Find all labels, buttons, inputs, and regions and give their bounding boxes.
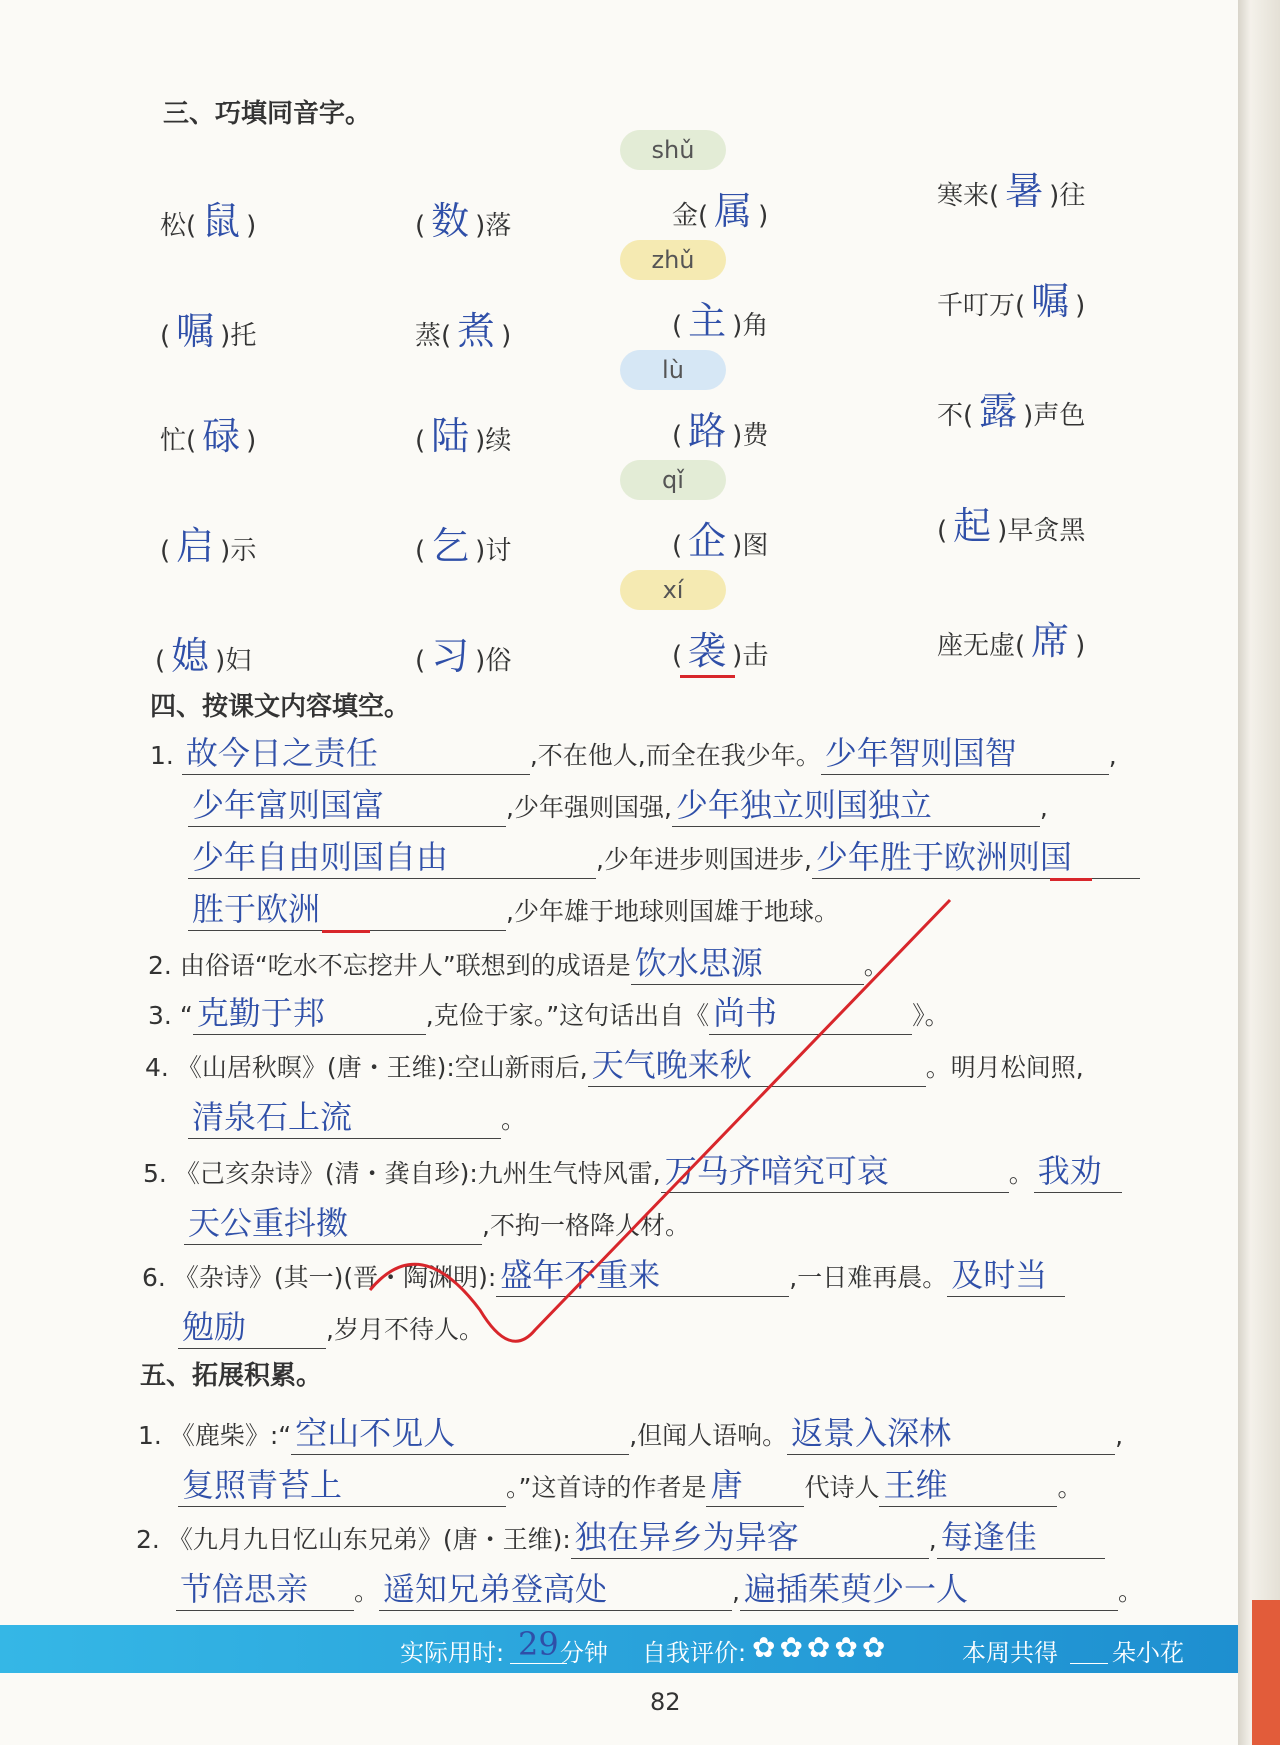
handwritten-answer[interactable]: 露 [979, 389, 1018, 433]
answer-blank[interactable]: 遥知兄弟登高处 [379, 1564, 732, 1611]
answer-blank[interactable]: 独在异乡为异客 [571, 1512, 929, 1559]
answer-blank[interactable]: 王维 [879, 1460, 1057, 1507]
handwritten-answer[interactable]: 属 [714, 189, 753, 233]
section3-title: 三、巧填同音字。 [163, 99, 372, 129]
homophone-item: ( 企 )图 [672, 519, 769, 563]
answer-blank[interactable]: 故今日之责任 [182, 728, 530, 775]
red-underline-mark [1050, 878, 1092, 881]
answer-blank[interactable]: 清泉石上流 [188, 1092, 501, 1139]
homophone-item: 千叮万( 嘱 ) [937, 279, 1086, 323]
q4-4-line1: 4. 《山居秋暝》(唐・王维):空山新雨后, 天气晚来秋 。明月松间照, [145, 1040, 1084, 1087]
handwritten-answer[interactable]: 袭 [688, 629, 727, 673]
q4-5-line2: 天公重抖擞 ,不拘一格降人材。 [184, 1198, 690, 1245]
week-unit: 朵小花 [1112, 1639, 1184, 1667]
book-edge-tab [1252, 1600, 1280, 1745]
answer-blank[interactable]: 盛年不重来 [496, 1250, 789, 1297]
homophone-item: ( 路 )费 [672, 409, 769, 453]
answer-blank[interactable]: 返景入深林 [787, 1408, 1115, 1455]
answer-blank[interactable]: 节倍思亲 [176, 1564, 354, 1611]
handwritten-answer[interactable]: 数 [431, 199, 470, 243]
answer-blank[interactable]: 天公重抖擞 [184, 1198, 482, 1245]
answer-blank[interactable]: 少年自由则国自由 [188, 832, 596, 879]
homophone-item: ( 袭 )击 [672, 629, 769, 673]
q4-4-line2: 清泉石上流 。 [188, 1092, 526, 1139]
homophone-item: ( 陆 )续 [415, 414, 512, 458]
time-label: 实际用时: [400, 1639, 505, 1667]
answer-blank[interactable]: 天气晚来秋 [588, 1040, 926, 1087]
week-label: 本周共得 [962, 1639, 1058, 1667]
pinyin-pill: shǔ [620, 130, 726, 170]
answer-blank[interactable]: 空山不见人 [291, 1408, 629, 1455]
homophone-item: 松( 鼠 ) [160, 199, 257, 243]
homophone-item: ( 启 )示 [160, 524, 257, 568]
answer-blank[interactable]: 唐 [706, 1460, 804, 1507]
answer-blank[interactable]: 少年独立则国独立 [672, 780, 1040, 827]
answer-blank[interactable]: 勉励 [178, 1302, 326, 1349]
q4-3: 3. “ 克勤于邦 ,克俭于家。”这句话出自《 尚书 》。 [148, 988, 950, 1035]
q4-1-line4: 胜于欧洲 ,少年雄于地球则国雄于地球。 [188, 884, 839, 931]
homophone-item: 座无虚( 席 ) [937, 619, 1086, 663]
answer-blank[interactable]: 及时当 [947, 1250, 1065, 1297]
q4-5-line1: 5. 《己亥杂诗》(清・龚自珍):九州生气恃风雷, 万马齐喑究可哀 。 我劝 [143, 1146, 1122, 1193]
handwritten-answer[interactable]: 习 [431, 634, 470, 678]
homophone-item: 不( 露 )声色 [937, 389, 1086, 433]
q4-2: 2. 由俗语“吃水不忘挖井人”联想到的成语是 饮水思源 。 [148, 938, 889, 985]
homophone-item: ( 数 )落 [415, 199, 512, 243]
pinyin-pill: qǐ [620, 460, 726, 500]
time-unit: 分钟 [560, 1639, 608, 1667]
book-edge [1238, 0, 1280, 1745]
answer-blank[interactable]: 每逢佳 [937, 1512, 1105, 1559]
homophone-item: 寒来( 暑 )往 [937, 169, 1086, 213]
answer-blank[interactable]: 复照青苔上 [178, 1460, 506, 1507]
q4-1-line2: 少年富则国富 ,少年强则国强, 少年独立则国独立 , [188, 780, 1048, 827]
q5-2-line2: 节倍思亲 。 遥知兄弟登高处 , 遍插茱萸少一人 。 [176, 1564, 1143, 1611]
answer-blank[interactable]: 尚书 [709, 988, 912, 1035]
handwritten-answer[interactable]: 主 [688, 299, 727, 343]
eval-label: 自我评价: [642, 1639, 747, 1667]
section4-title: 四、按课文内容填空。 [150, 692, 411, 722]
pinyin-pill: xí [620, 570, 726, 610]
q4-6-line2: 勉励 ,岁月不待人。 [178, 1302, 484, 1349]
handwritten-answer[interactable]: 媳 [171, 634, 210, 678]
handwritten-answer[interactable]: 路 [688, 409, 727, 453]
q5-1-line2: 复照青苔上 。”这首诗的作者是 唐 代诗人 王维 。 [178, 1460, 1082, 1507]
homophone-item: 金( 属 ) [672, 189, 769, 233]
pinyin-pill: zhǔ [620, 240, 726, 280]
pinyin-pill: lù [620, 350, 726, 390]
homophone-item: ( 习 )俗 [415, 634, 512, 678]
handwritten-answer[interactable]: 企 [688, 519, 727, 563]
handwritten-answer[interactable]: 陆 [431, 414, 470, 458]
page-number: 82 [650, 1688, 681, 1716]
handwritten-answer[interactable]: 嘱 [1031, 279, 1070, 323]
homophone-item: ( 嘱 )托 [160, 309, 257, 353]
q4-1-line1: 1. 故今日之责任 ,不在他人,而全在我少年。 少年智则国智 , [150, 728, 1117, 775]
answer-blank[interactable]: 少年胜于欧洲则国 [812, 832, 1140, 879]
homophone-item: ( 主 )角 [672, 299, 769, 343]
handwritten-answer[interactable]: 乞 [431, 524, 470, 568]
answer-blank[interactable]: 少年智则国智 [821, 728, 1109, 775]
red-underline-mark [680, 675, 735, 678]
answer-blank[interactable]: 我劝 [1034, 1146, 1122, 1193]
handwritten-answer[interactable]: 暑 [1005, 169, 1044, 213]
handwritten-answer[interactable]: 嘱 [176, 309, 215, 353]
week-blank[interactable] [1070, 1633, 1108, 1664]
section5-title: 五、拓展积累。 [140, 1361, 323, 1391]
homophone-item: ( 媳 )妇 [155, 634, 252, 678]
q4-1-line3: 少年自由则国自由 ,少年进步则国进步, 少年胜于欧洲则国 [188, 832, 1140, 879]
homophone-item: 忙( 碌 ) [160, 414, 257, 458]
q5-2-line1: 2. 《九月九日忆山东兄弟》(唐・王维): 独在异乡为异客 , 每逢佳 [136, 1512, 1105, 1559]
time-value[interactable]: 29 [510, 1625, 567, 1664]
footer-band [0, 1625, 1238, 1673]
answer-blank[interactable]: 少年富则国富 [188, 780, 506, 827]
handwritten-answer[interactable]: 起 [953, 504, 992, 548]
handwritten-answer[interactable]: 席 [1031, 619, 1070, 663]
flower-rating-icon[interactable]: ✿✿✿✿✿ [752, 1631, 890, 1664]
handwritten-answer[interactable]: 鼠 [202, 199, 241, 243]
homophone-item: ( 起 )早贪黑 [937, 504, 1086, 548]
q5-1-line1: 1. 《鹿柴》:“ 空山不见人 ,但闻人语响。 返景入深林 , [138, 1408, 1123, 1455]
answer-blank[interactable]: 遍插茱萸少一人 [740, 1564, 1118, 1611]
answer-blank[interactable]: 胜于欧洲 [188, 884, 506, 931]
handwritten-answer[interactable]: 启 [176, 524, 215, 568]
answer-blank[interactable]: 饮水思源 [631, 938, 864, 985]
answer-blank[interactable]: 万马齐喑究可哀 [661, 1146, 1009, 1193]
homophone-item: 蒸( 煮 ) [415, 309, 512, 353]
handwritten-answer[interactable]: 煮 [457, 309, 496, 353]
q4-6-line1: 6. 《杂诗》(其一)(晋・陶渊明): 盛年不重来 ,一日难再晨。 及时当 [142, 1250, 1065, 1297]
handwritten-answer[interactable]: 碌 [202, 414, 241, 458]
red-check-mark [360, 890, 960, 1390]
homophone-item: ( 乞 )讨 [415, 524, 512, 568]
answer-blank[interactable]: 克勤于邦 [193, 988, 426, 1035]
